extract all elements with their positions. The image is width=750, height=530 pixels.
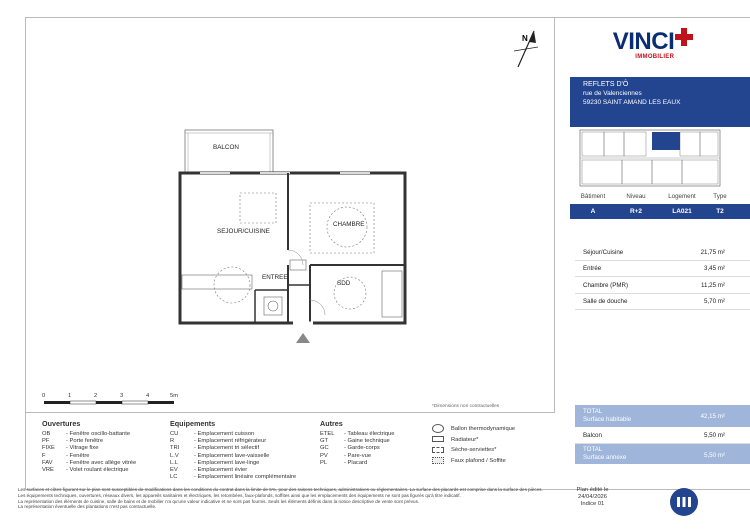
- legend-item: CU - Emplacement cuisson: [170, 431, 255, 437]
- legend-item: F - Fenêtre: [42, 452, 90, 459]
- radiateur-icon: [432, 436, 444, 442]
- room-label-sdd: SDD: [337, 280, 351, 287]
- legend-item: GT - Gaine technique: [320, 438, 390, 445]
- ballon-icon: [432, 424, 444, 433]
- ddp-logo-icon: [669, 487, 699, 517]
- room-label-sejour: SEJOUR/CUISINE: [217, 228, 270, 235]
- address-block: [570, 77, 750, 127]
- legend-equipements-title: Equipements: [170, 419, 216, 428]
- legend-item: GC - Garde-corps: [320, 445, 380, 452]
- seche-serviettes-legend: Sèche-serviettes*: [432, 445, 552, 456]
- surface-row: Entrée 3,45 m²: [575, 261, 750, 277]
- lot-header-row: [570, 193, 750, 203]
- surface-row: Salle de douche 5,70 m²: [575, 294, 750, 310]
- total-habitable: TOTAL Surface habitable 42,15 m²: [575, 405, 750, 427]
- lot-type: T2: [716, 208, 724, 215]
- faux-plafond-legend: Faux plafond / Soffite: [432, 456, 552, 467]
- legend-item: VRE - Volet roulant électrique: [42, 467, 129, 474]
- legend-autres: [320, 419, 420, 467]
- legend-item: OB - Fenêtre oscillo-battante: [42, 431, 131, 437]
- scale-tick-2: 2: [94, 393, 98, 399]
- brand-cross-icon: [675, 28, 693, 46]
- lot-logement: LA021: [672, 208, 692, 215]
- scale-tick-1: 1: [68, 393, 72, 399]
- radiateur-legend: Radiateur*: [432, 435, 552, 446]
- legend-symbols: [432, 424, 552, 466]
- north-label: N: [522, 34, 528, 43]
- north-arrow-icon: [508, 27, 544, 69]
- lot-header-logement: Logement: [668, 193, 696, 200]
- lot-header-batiment: Bâtiment: [580, 193, 606, 200]
- footer-disclaimer: Les surfaces et côtes figurant sur le plan sont susceptibles de modifications dans les conditions du contrat dans la limite de 5%, pour des raisons techniques, administratives ou réglementaires. La surface des placards est comprise dans la surface des pièces. Les équipements techniques, ouvertures, réseaux divers, les appareils sanitaires et électriques, les retombées, faux-plafonds, soffites ainsi que les emplacements des équipements ne sont pas figurés qu'à titre indicatif. La représentation des éléments de cuisine, salle de bains et de mobilier n'a qu'une valeur indicative et ne sont pas fournis. Seuls les éléments définis dans la notice descriptive de vente sont prévus. La représentation éventuelle des plantations n'est pas contractuelle.: [18, 487, 543, 510]
- scale-tick-3: 3: [120, 393, 124, 399]
- lot-niveau: R+2: [629, 208, 643, 215]
- legend-item: FAV - Fenêtre avec allège vitrée: [42, 459, 137, 466]
- room-label-entree: ENTREE: [262, 274, 288, 281]
- legend-item: PL - Placard: [320, 459, 368, 466]
- legend-item: PF - Porte fenêtre: [42, 438, 104, 445]
- brand-sub: IMMOBILIER: [635, 53, 675, 60]
- scale-tick-0: 0: [42, 393, 46, 399]
- legend-item: TRI - Emplacement tri sélectif: [170, 445, 260, 452]
- legend-item: L.V - Emplacement lave-vaisselle: [170, 452, 270, 459]
- legend-item: EV - Emplacement évier: [170, 467, 248, 474]
- room-label-chambre: CHAMBRE: [333, 221, 365, 228]
- legend-item: LC - Emplacement linéaire complémentaire: [170, 474, 297, 481]
- legend-ouvertures-title: Ouvertures: [42, 419, 81, 428]
- scale-bar: [42, 400, 182, 410]
- address-line2: rue de Valenciennes: [583, 90, 642, 97]
- vinci-logo: [555, 17, 750, 72]
- ballon-thermo-legend: Ballon thermodynamique: [432, 424, 552, 435]
- dimensions-note: *Dimensions non contractuelles: [432, 404, 500, 409]
- legend-item: FIXE - Vitrage fixe: [42, 445, 99, 452]
- legend-item: PV - Pare-vue: [320, 452, 372, 459]
- scale-tick-5: 5m: [170, 393, 179, 399]
- lot-header-type: Type: [713, 193, 727, 200]
- edition-info: Plan édité le 24/04/2026 Indice 01: [576, 487, 609, 507]
- brand-name: VINCI: [612, 27, 675, 55]
- scale-tick-4: 4: [146, 393, 150, 399]
- surface-row: Séjour/Cuisine 21,75 m²: [575, 245, 750, 261]
- lot-value-row: [570, 204, 750, 219]
- surface-row: Chambre (PMR) 11,25 m²: [575, 278, 750, 294]
- legend-autres-title: Autres: [320, 419, 343, 428]
- floor-plan: [170, 125, 410, 350]
- lot-header-niveau: Niveau: [626, 193, 646, 200]
- lot-batiment: A: [590, 208, 596, 215]
- legend-item: ETEL - Tableau électrique: [320, 431, 395, 437]
- address-line1: REFLETS D'Ô: [583, 81, 629, 88]
- legend-equipements: [170, 419, 320, 481]
- legend-item: L.L - Emplacement lave-linge: [170, 459, 260, 466]
- room-label-balcon: BALCON: [213, 144, 239, 151]
- legend-ouvertures: [42, 419, 167, 474]
- faux-plafond-icon: [432, 457, 444, 464]
- seche-serviettes-icon: [432, 447, 444, 453]
- balcon-row: Balcon 5,50 m²: [575, 428, 750, 444]
- location-mini-plan: [576, 124, 724, 192]
- legend-item: R - Emplacement réfrigérateur: [170, 438, 267, 445]
- address-line3: 59230 SAINT AMAND LES EAUX: [583, 99, 681, 106]
- total-annexe: TOTAL Surface annexe 5,50 m²: [575, 444, 750, 464]
